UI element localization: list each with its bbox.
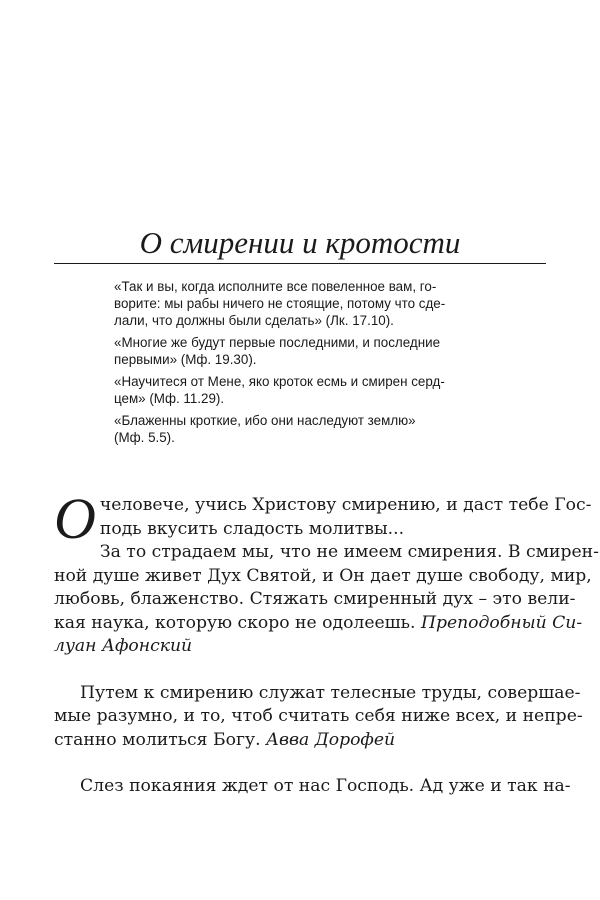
epigraph [114, 412, 487, 446]
epigraph-line: «Научитеся от Мене, яко кроток есмь и смирен серд- [114, 374, 445, 389]
body-line: мые разумно, и то, чтоб считать себя ниже всех, и непре- [54, 706, 583, 726]
drop-cap: О [54, 486, 96, 551]
title-rule [54, 263, 546, 264]
epigraph [114, 373, 487, 407]
epigraph-line: первыми» (Мф. 19.30). [114, 352, 257, 367]
body-line: подь вкусить сладость молитвы... [99, 518, 405, 539]
author-attribution: Авва Дорофей [266, 729, 396, 750]
epigraph-line: цем» (Мф. 11.29). [114, 391, 225, 406]
paragraph-3 [54, 682, 583, 753]
paragraph-4 [54, 775, 571, 799]
epigraph-line: «Многие же будут первые последними, и последние [114, 335, 441, 350]
epigraph-line: лали, что должны были сделать» (Лк. 17.10). [114, 313, 394, 328]
body-line: человече, учись Христову смирению, и даст тебе Гос- [99, 495, 592, 515]
paragraph-2 [54, 541, 599, 659]
paragraph-1 [54, 486, 592, 551]
epigraph-line: (Мф. 5.5). [114, 430, 175, 445]
body-line: Слез покаяния ждет от нас Господь. Ад уже и так на- [80, 776, 571, 796]
paragraph-gap [54, 659, 546, 682]
author-attribution: луан Афонский [54, 636, 193, 656]
body-line: любовь, блаженство. Стяжать смиренный дух – это вели- [54, 589, 576, 609]
author-attribution: Преподобный Си- [420, 612, 583, 633]
body-line: За то страдаем мы, что не имеем смирения. В смирен- [99, 542, 599, 562]
epigraph [114, 278, 487, 329]
epigraph-block [114, 278, 487, 451]
epigraph-line: «Так и вы, когда исполните все повеленное вам, го- [114, 279, 437, 294]
body-line [54, 612, 583, 636]
body-line: ной душе живет Дух Святой, и Он дает душе свободу, мир, [54, 565, 592, 586]
body-text-run: кая наука, которую скоро не одолеешь. [54, 612, 421, 633]
page-title: О смирении и кротости [139, 225, 461, 260]
body-text [54, 486, 599, 799]
epigraph-line: ворите: мы рабы ничего не стоящие, потому что сде- [114, 296, 446, 311]
paragraph-gap [54, 752, 546, 775]
body-line [54, 729, 546, 753]
epigraph [114, 334, 487, 368]
body-line: Путем к смирению служат телесные труды, совершае- [80, 682, 581, 703]
epigraph-line: «Блаженны кроткие, ибо они наследуют землю» [114, 413, 416, 428]
body-text-run: станно молиться Богу. [54, 729, 267, 750]
